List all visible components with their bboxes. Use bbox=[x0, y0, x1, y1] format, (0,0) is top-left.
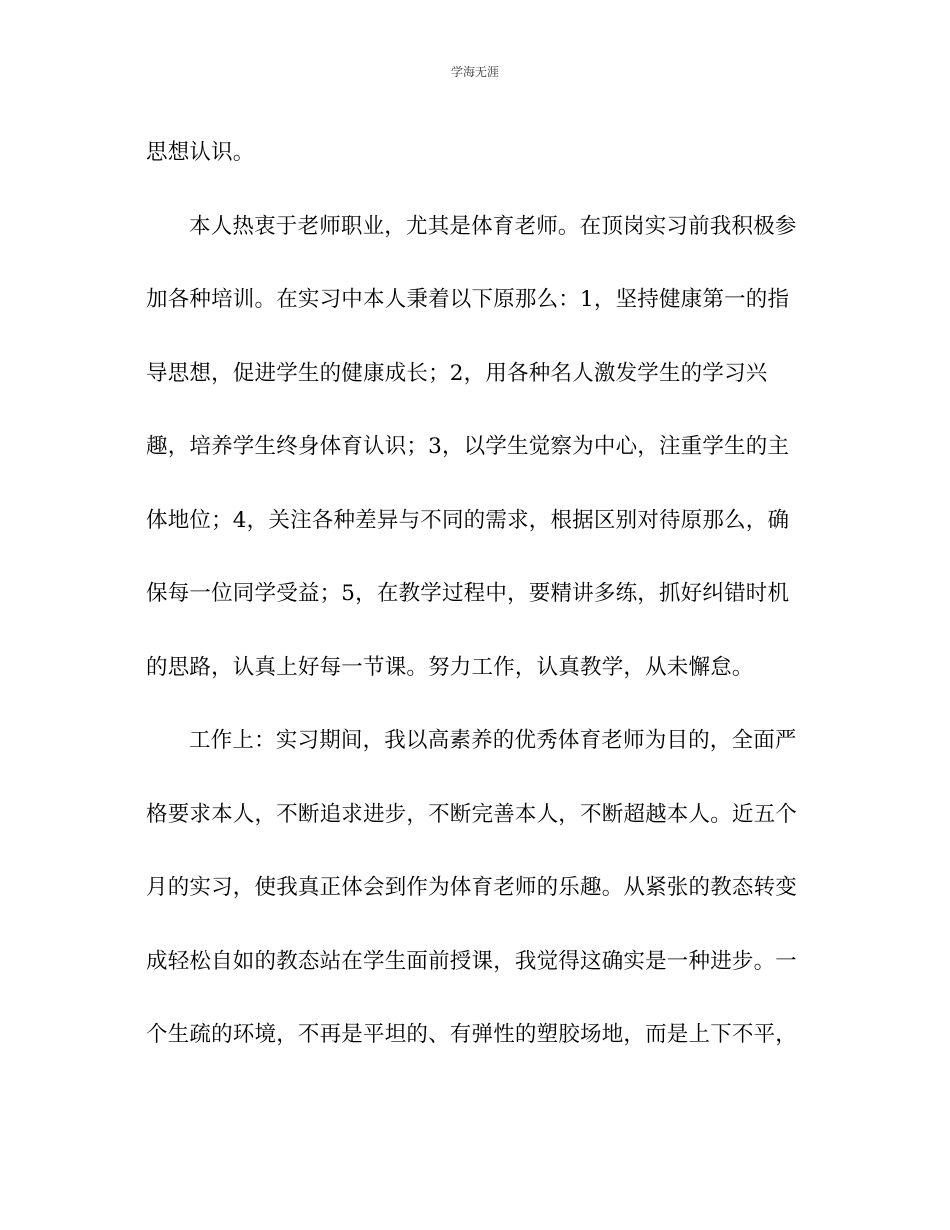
paragraph-start-line: 工作上：实习期间，我以高素养的优秀体育老师为目的，全面严 bbox=[189, 728, 797, 753]
page-header: 学海无涯 bbox=[450, 65, 499, 79]
text-line: 加各种培训。在实习中本人秉着以下原那么：1，坚持健康第一的指 bbox=[146, 287, 790, 312]
text-line: 导思想，促进学生的健康成长；2，用各种名人激发学生的学习兴 bbox=[146, 360, 768, 386]
text-line: 月的实习，使我真正体会到作为体育老师的乐趣。从紧张的教态转变 bbox=[146, 875, 798, 900]
text-line: 的思路，认真上好每一节课。努力工作，认真教学，从未懈怠。 bbox=[146, 654, 754, 680]
paragraph-start-line: 本人热衷于老师职业，尤其是体育老师。在顶岗实习前我积极参 bbox=[189, 213, 797, 239]
text-line: 趣，培养学生终身体育认识；3，以学生觉察为中心，注重学生的主 bbox=[146, 434, 790, 459]
text-line: 保每一位同学受益；5，在教学过程中，要精讲多练，抓好纠错时机 bbox=[146, 581, 790, 606]
text-line: 个生疏的环境，不再是平坦的、有弹性的塑胶场地，而是上下不平， bbox=[146, 1022, 798, 1047]
document-body bbox=[146, 131, 804, 1087]
text-line: 思想认识。 bbox=[146, 140, 255, 165]
text-line: 成轻松自如的教态站在学生面前授课，我觉得这确实是一种进步。一 bbox=[146, 948, 798, 974]
text-line: 格要求本人，不断追求进步，不断完善本人，不断超越本人。近五个 bbox=[146, 801, 798, 827]
text-line: 体地位；4，关注各种差异与不同的需求，根据区别对待原那么，确 bbox=[146, 507, 790, 533]
